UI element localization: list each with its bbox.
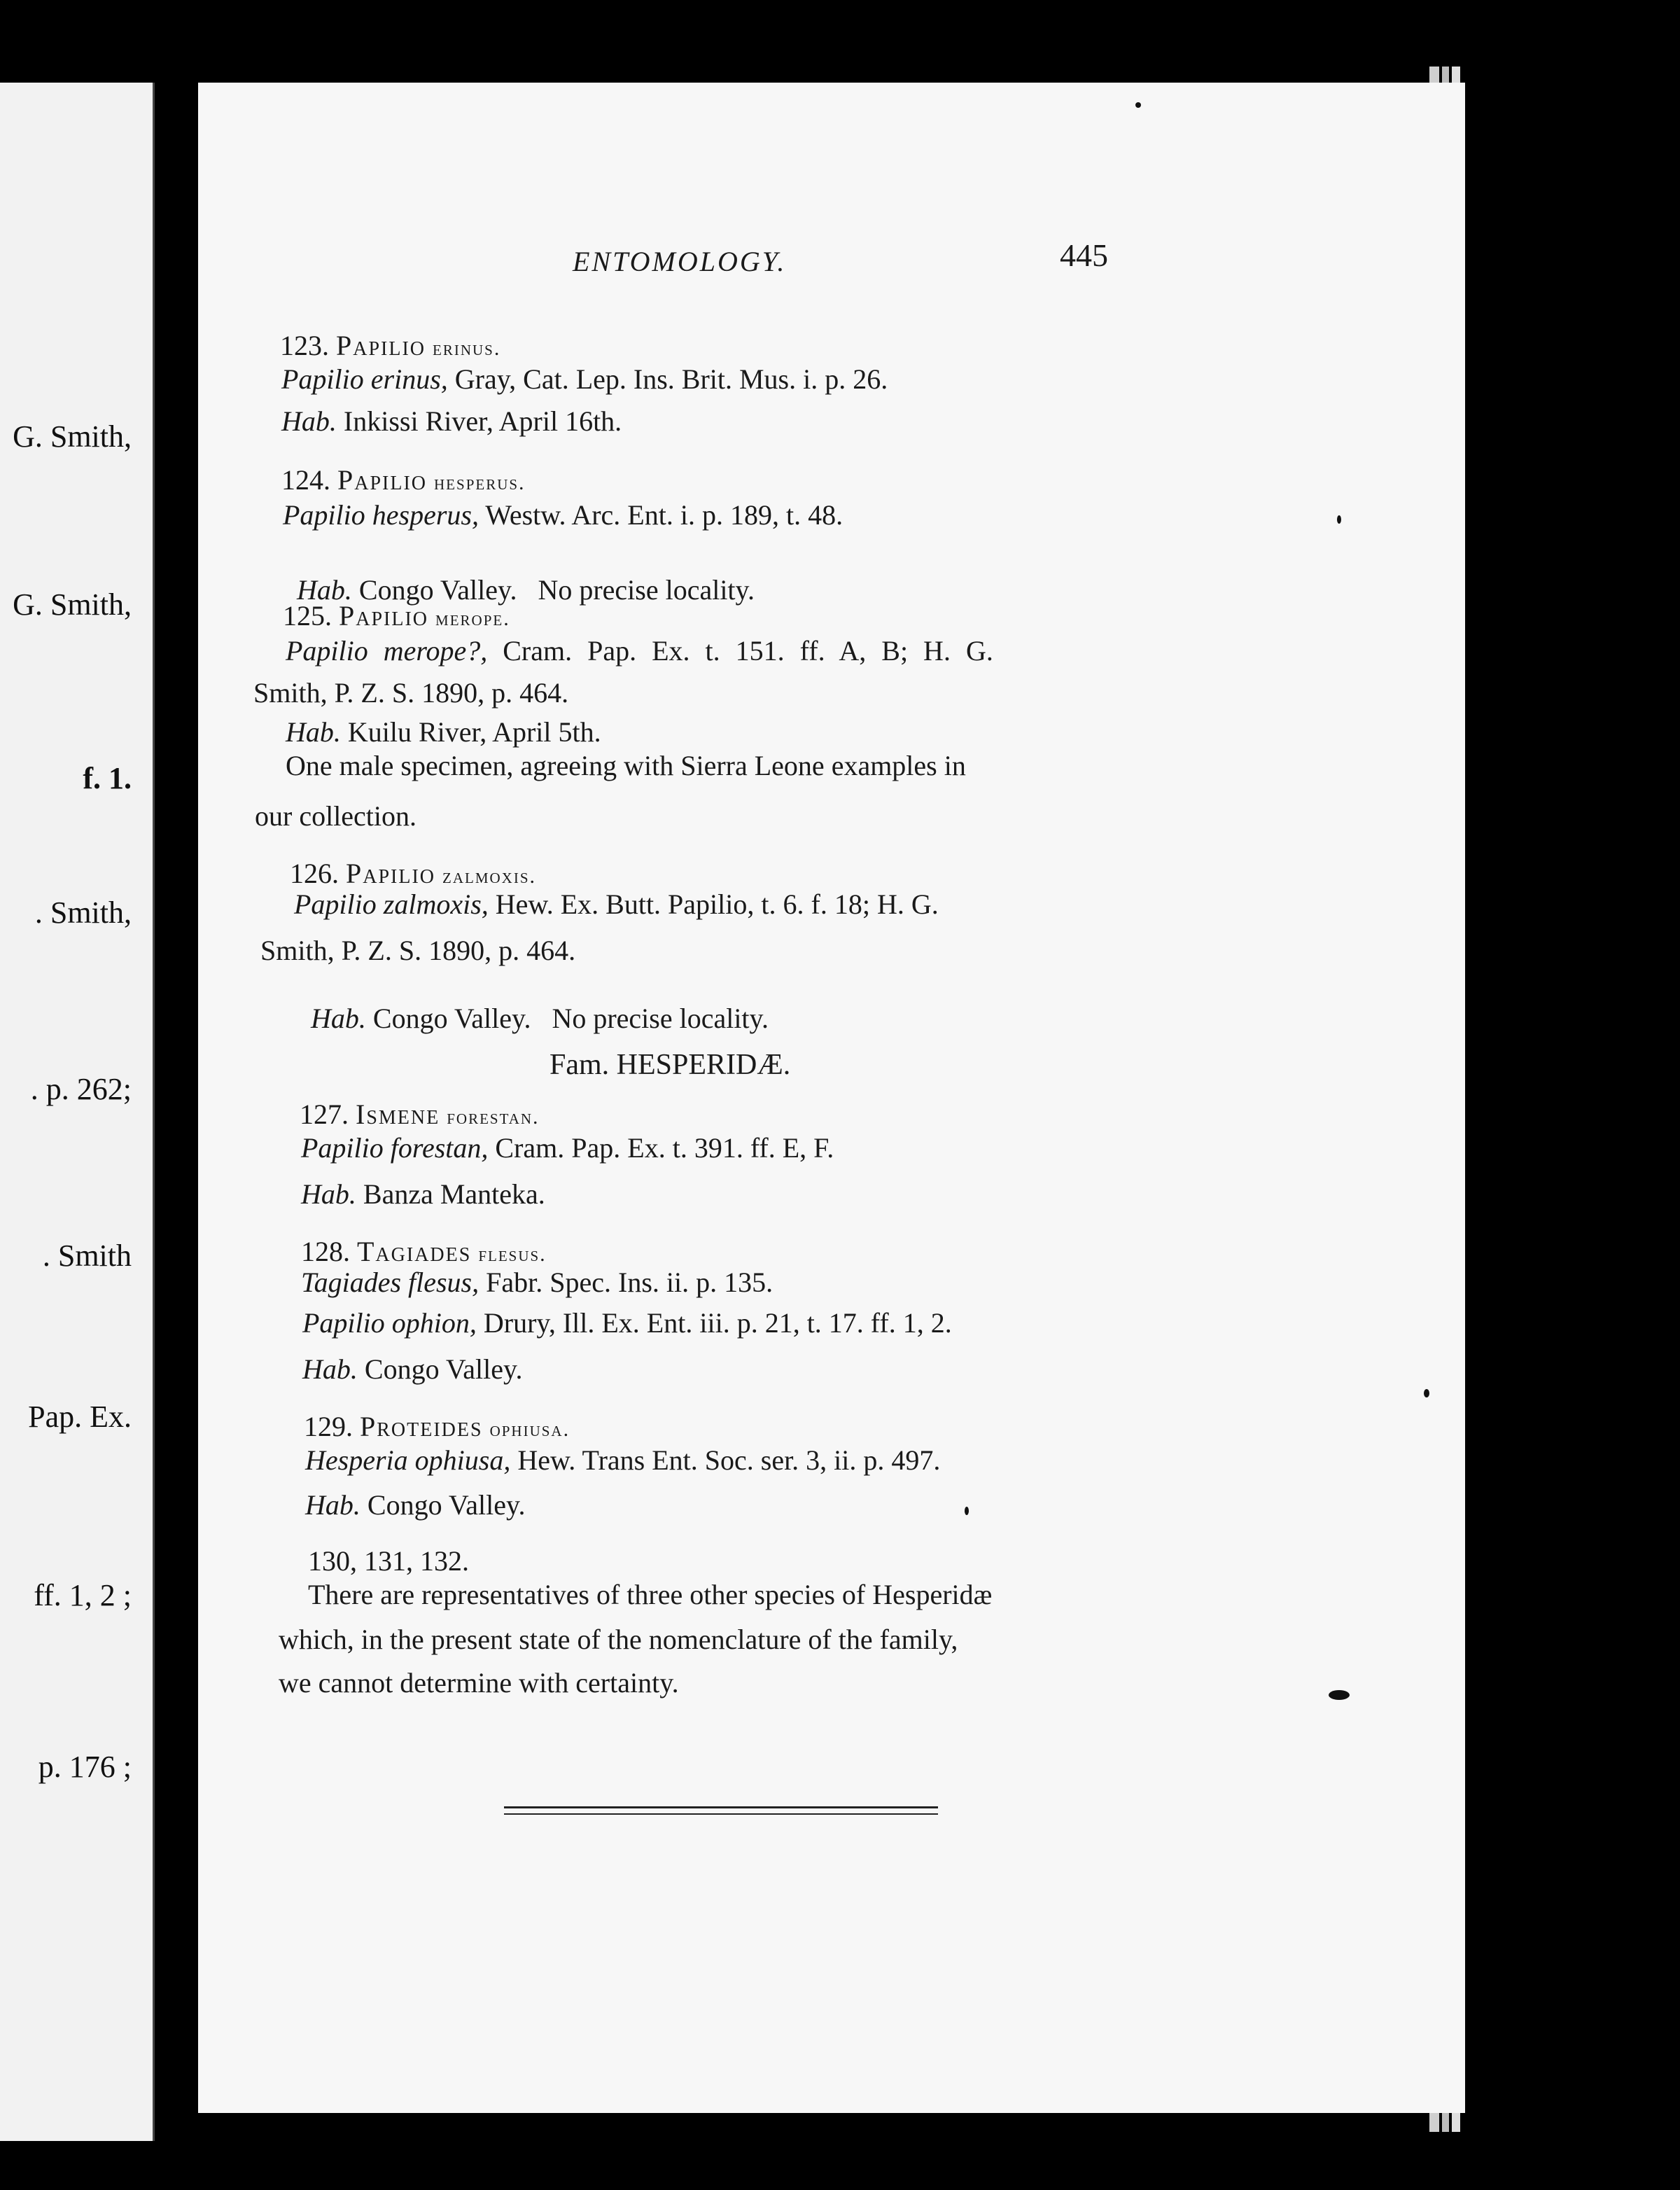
entry-number: 126. — [290, 858, 339, 889]
entry-line-italic: Papilio forestan, — [301, 1132, 489, 1164]
entry-line-text: One male specimen, agreeing with Sierra Leone examples in — [286, 750, 966, 781]
entry-genus: Ismene — [356, 1099, 440, 1130]
entry-line — [302, 1306, 952, 1339]
end-rule — [504, 1813, 938, 1815]
family-heading: Fam. HESPERIDÆ. — [550, 1049, 791, 1081]
entry-line — [286, 749, 966, 782]
entry-species: forestan. — [447, 1106, 540, 1129]
entry-line-italic: Papilio erinus, — [281, 363, 448, 395]
entry-heading — [300, 1098, 540, 1131]
entry-heading — [281, 463, 526, 496]
entry-line-text: Drury, Ill. Ex. Ent. iii. p. 21, t. 17. ff. 1, 2. — [476, 1307, 952, 1339]
entry-line — [302, 1353, 522, 1386]
entry-heading — [304, 1410, 570, 1443]
closing-numbers: 130, 131, 132. — [308, 1545, 469, 1577]
facing-page-fragment: . Smith, — [34, 895, 132, 930]
entry-line — [301, 1266, 773, 1299]
entry-line — [281, 363, 888, 396]
entry-line — [301, 1131, 834, 1164]
entry-genus: Proteides — [360, 1411, 483, 1442]
closing-line: which, in the present state of the nomenclature of the family, — [279, 1624, 958, 1655]
entry-heading — [283, 599, 510, 632]
entry-line-italic: Papilio hesperus, — [283, 499, 479, 531]
facing-page-fragment: Pap. Ex. — [28, 1400, 132, 1434]
entry-genus: Tagiades — [357, 1236, 472, 1267]
page-number: 445 — [1060, 237, 1108, 273]
facing-page-fragment: ff. 1, 2 ; — [34, 1578, 132, 1612]
facing-page — [0, 83, 155, 2141]
entry-line — [305, 1444, 940, 1477]
entry-line — [301, 1178, 545, 1211]
entry-line-text: Gray, Cat. Lep. Ins. Brit. Mus. i. p. 26. — [447, 363, 888, 395]
entry-genus: Papilio — [337, 464, 428, 496]
facing-page-fragment: f. 1. — [83, 761, 132, 795]
entry-line — [281, 405, 622, 438]
entry-genus: Papilio — [339, 600, 429, 632]
entry-line — [260, 934, 575, 967]
entry-line-text: Congo Valley. No precise locality. — [365, 1003, 769, 1034]
scan-speck — [1424, 1389, 1429, 1397]
scan-speck — [1337, 515, 1341, 524]
entry-line — [286, 716, 601, 748]
entry-number: 127. — [300, 1099, 349, 1130]
entry-species: ophiusa. — [489, 1418, 570, 1441]
entry-line-italic: Hab. — [311, 1003, 366, 1034]
entry-line — [297, 969, 769, 1035]
entry-line-text: Congo Valley. — [357, 1353, 523, 1385]
entry-line-text: Cram. Pap. Ex. t. 391. ff. E, F. — [488, 1132, 834, 1164]
entry-line-italic: Hab. — [297, 574, 352, 606]
entry-line-italic: Tagiades flesus, — [301, 1267, 479, 1298]
entry-line-text: Inkissi River, April 16th. — [336, 405, 622, 437]
entry-species: erinus. — [433, 337, 501, 360]
entry-line-text: Hew. Ex. Butt. Papilio, t. 6. f. 18; H. G. — [488, 888, 939, 920]
entry-line-text: Congo Valley. — [360, 1489, 526, 1521]
entry-line — [255, 800, 416, 832]
book-gutter — [155, 77, 198, 2149]
scan-speck — [1329, 1690, 1350, 1700]
entry-line-text: Congo Valley. No precise locality. — [351, 574, 755, 606]
entry-heading — [301, 1235, 547, 1268]
entry-line-italic: Hesperia ophiusa, — [305, 1444, 511, 1476]
facing-page-fragment: p. 176 ; — [38, 1750, 132, 1784]
entry-line-text: Smith, P. Z. S. 1890, p. 464. — [253, 677, 569, 709]
entry-line-text: Westw. Arc. Ent. i. p. 189, t. 48. — [478, 499, 844, 531]
entry-line-italic: Hab. — [302, 1353, 358, 1385]
entry-line — [286, 634, 993, 667]
entry-line-italic: Papilio merope?, — [286, 635, 488, 667]
facing-page-fragment: . Smith — [42, 1239, 132, 1273]
entry-line-text: Banza Manteka. — [356, 1178, 545, 1210]
entry-line-italic: Papilio ophion, — [302, 1307, 477, 1339]
facing-page-fragment: . p. 262; — [30, 1072, 132, 1106]
entry-genus: Papilio — [346, 858, 436, 889]
entry-line-italic: Hab. — [301, 1178, 356, 1210]
closing-line: we cannot determine with certainty. — [279, 1667, 679, 1699]
entry-line — [283, 498, 843, 531]
entry-number: 123. — [280, 330, 329, 361]
entry-line-text: Cram. Pap. Ex. t. 151. ff. A, B; H. G. — [487, 635, 993, 667]
entry-species: merope. — [435, 607, 510, 630]
entry-line-italic: Papilio zalmoxis, — [294, 888, 489, 920]
entry-heading — [290, 857, 536, 890]
entry-line-text: Kuilu River, April 5th. — [340, 716, 601, 748]
entry-line — [283, 540, 755, 606]
entry-line — [305, 1488, 525, 1521]
entry-line-text: Smith, P. Z. S. 1890, p. 464. — [260, 935, 576, 966]
running-head: ENTOMOLOGY. — [573, 246, 787, 277]
scan-speck — [965, 1507, 969, 1515]
facing-page-fragment: G. Smith, — [13, 419, 132, 454]
entry-line-text: Fabr. Spec. Ins. ii. p. 135. — [479, 1267, 774, 1298]
end-rule — [504, 1806, 938, 1808]
entry-heading — [280, 329, 500, 362]
entry-number: 125. — [283, 600, 332, 632]
entry-line-text: our collection. — [255, 800, 417, 832]
closing-line: There are representatives of three other species of Hesperidæ — [308, 1579, 993, 1610]
entry-species: flesus. — [478, 1243, 547, 1266]
entry-line-italic: Hab. — [305, 1489, 360, 1521]
entry-species: zalmoxis. — [442, 865, 537, 888]
entry-line-italic: Hab. — [281, 405, 337, 437]
entry-line — [294, 888, 939, 921]
entry-species: hesperus. — [434, 471, 526, 494]
entry-line — [253, 676, 568, 709]
entry-genus: Papilio — [336, 330, 426, 361]
entry-number: 129. — [304, 1411, 353, 1442]
entry-number: 124. — [281, 464, 330, 496]
entry-line-text: Hew. Trans Ent. Soc. ser. 3, ii. p. 497. — [510, 1444, 941, 1476]
entry-line-italic: Hab. — [286, 716, 341, 748]
entry-number: 128. — [301, 1236, 350, 1267]
scan-speck — [1135, 102, 1141, 108]
facing-page-fragment: G. Smith, — [13, 587, 132, 622]
